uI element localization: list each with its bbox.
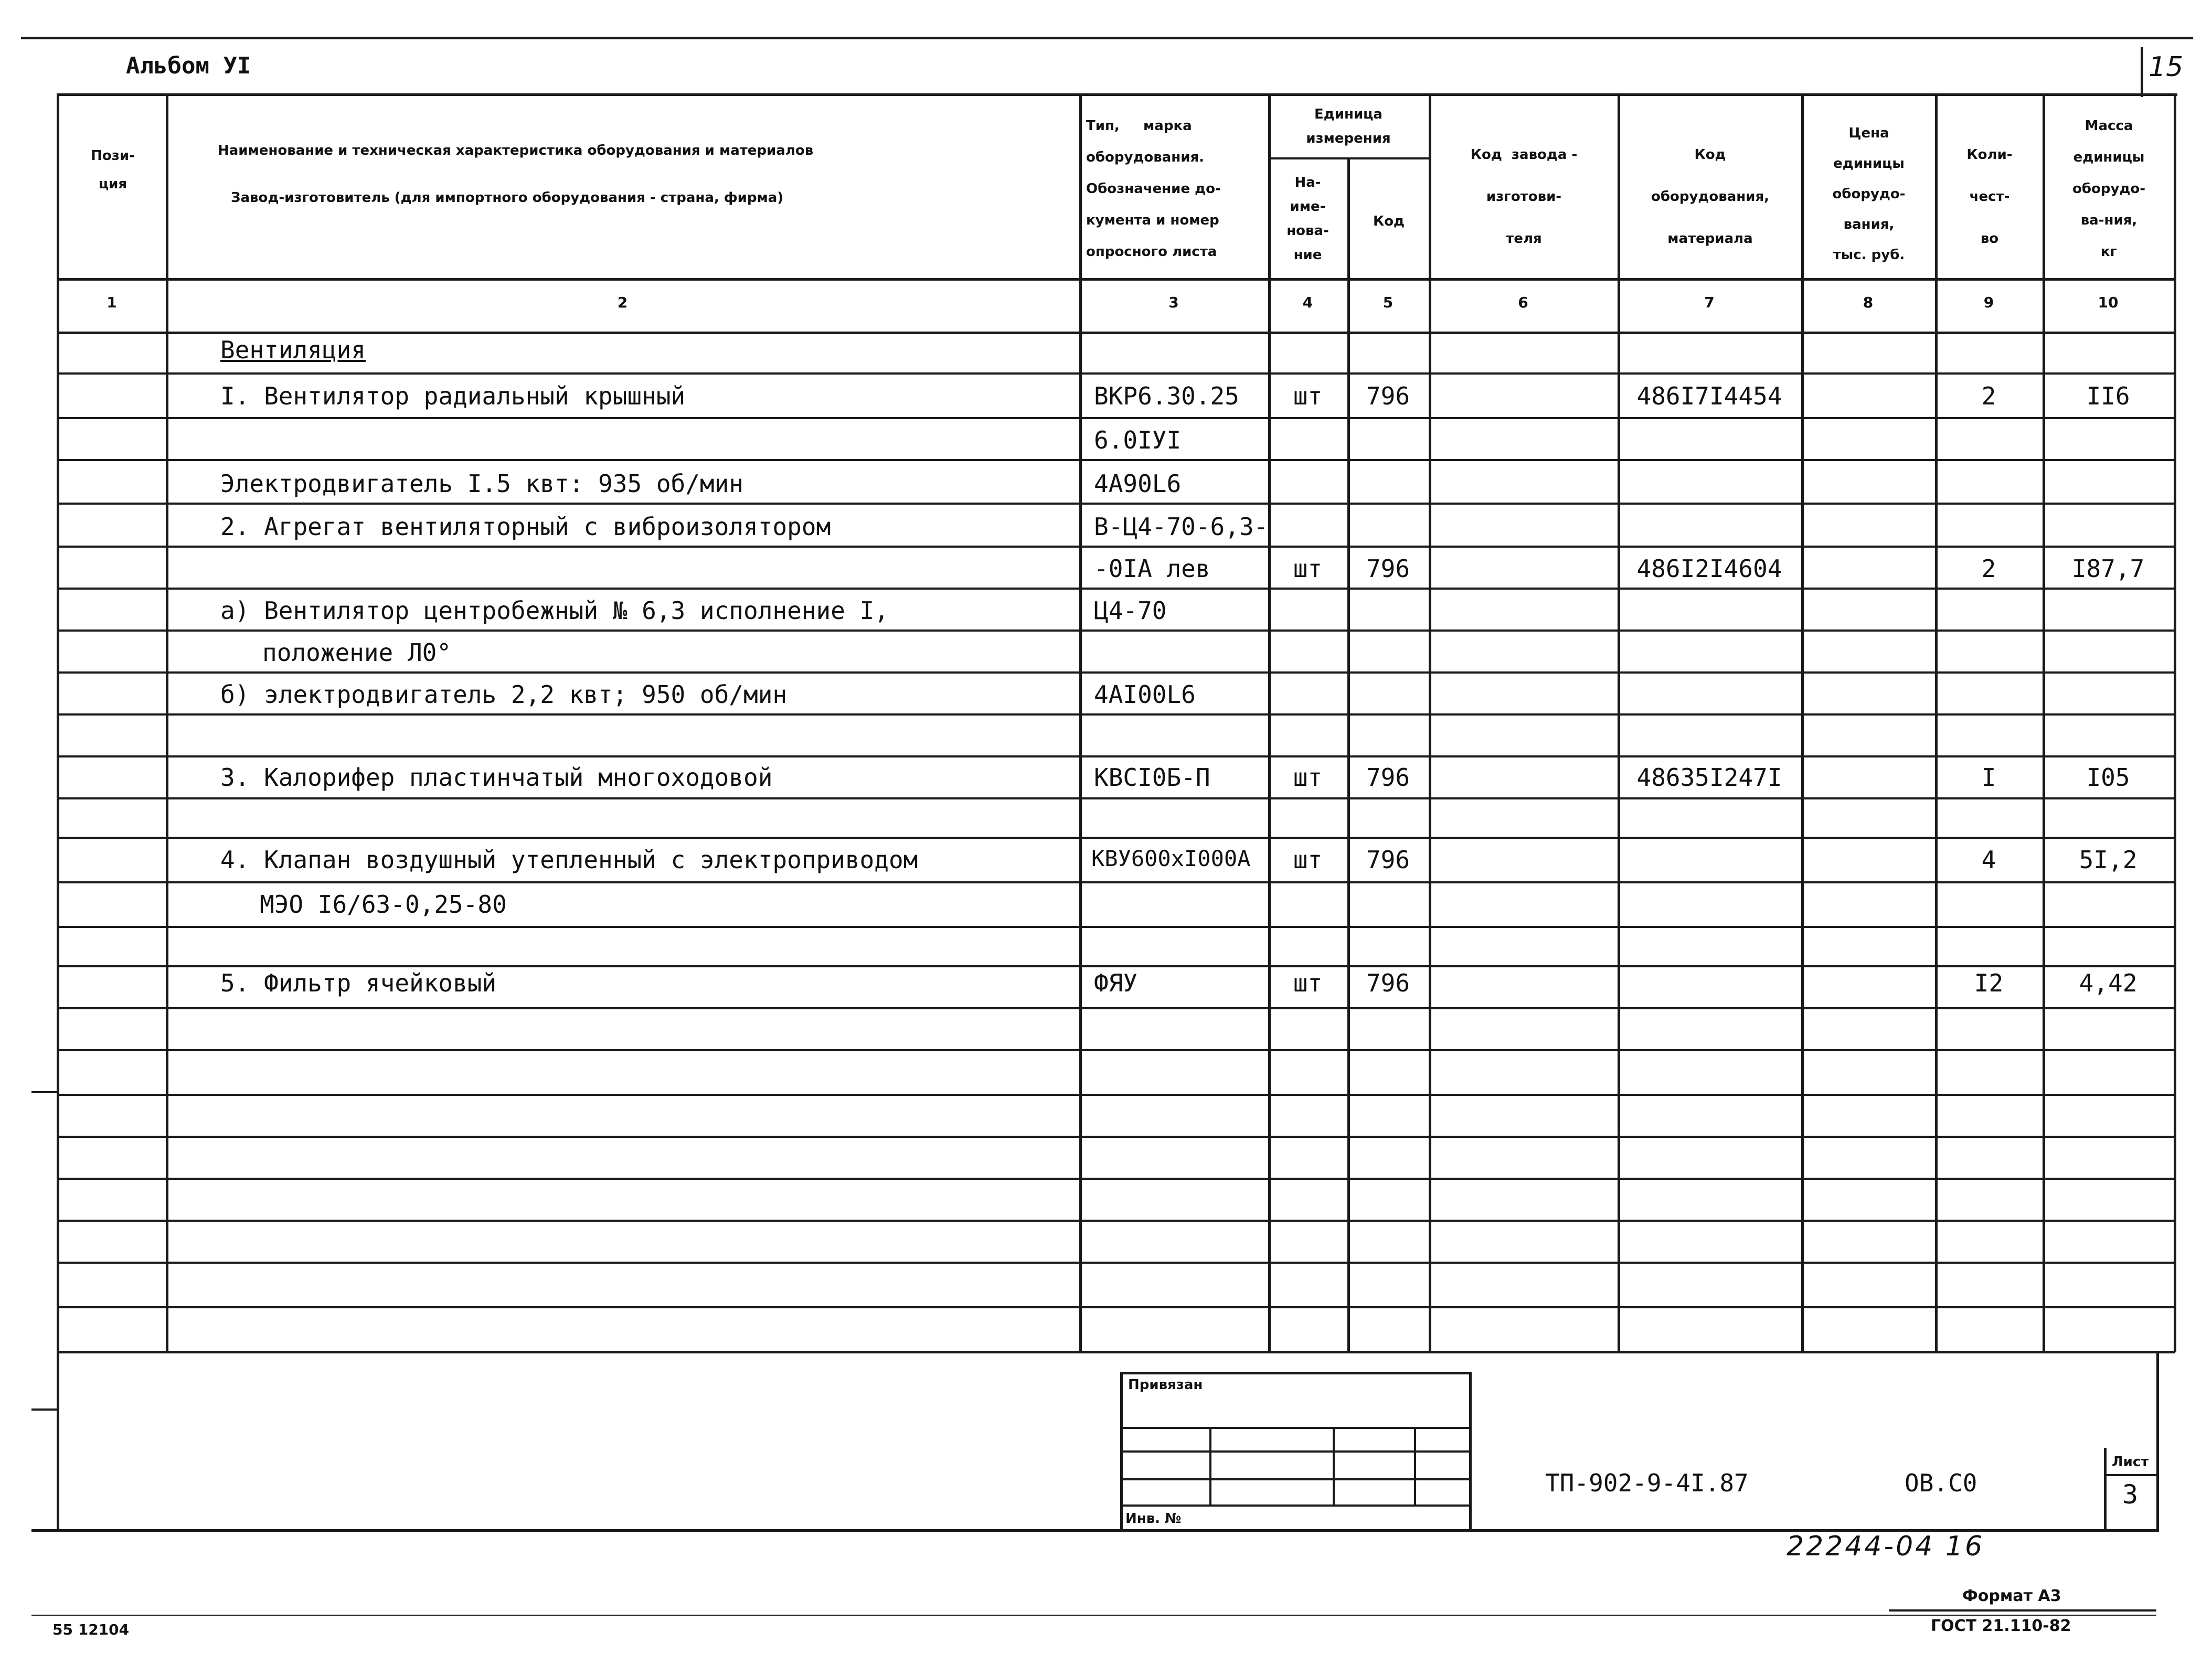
table-row-code: 796 — [1366, 969, 1410, 997]
table-row-unit: шт — [1293, 763, 1323, 792]
table-row-type: В-Ц4-70-6,3- — [1094, 513, 1269, 541]
column-number: 4 — [1302, 294, 1313, 311]
table-row-name: 4. Клапан воздушный утепленный с электроприводом — [220, 846, 918, 874]
table-row-type: КВУ600хI000А — [1091, 846, 1251, 871]
header-position: Пози- ция — [91, 148, 135, 192]
column-number: 6 — [1518, 294, 1528, 311]
album-label: Альбом УI — [126, 52, 251, 79]
header-manufacturer-code: Код завода - изготови- теля — [1470, 147, 1578, 247]
column-number: 5 — [1382, 294, 1394, 311]
table-row-name: положение Л0° — [262, 638, 452, 667]
column-number: 8 — [1863, 294, 1874, 311]
header-unit-name: На- име- нова- ние — [1286, 175, 1329, 263]
header-price: Цена единицы оборудо- вания, тыс. руб. — [1832, 125, 1906, 263]
table-row-name: 2. Агрегат вентиляторный с виброизолятором — [220, 513, 831, 541]
header-name-line2: Завод-изготовитель (для импортного оборудования - страна, фирма) — [231, 190, 784, 206]
handwritten-code: 22244-04 16 — [1786, 1531, 1985, 1562]
footer-left-code: 55 12104 — [52, 1621, 130, 1638]
table-row-type: 4АI00L6 — [1094, 680, 1196, 709]
sheet-number: 3 — [2122, 1479, 2139, 1510]
table-row-type: 6.0IУI — [1094, 426, 1182, 454]
table-row-code: 796 — [1366, 763, 1410, 792]
table-row-name: Электродвигатель I.5 квт: 935 об/мин — [220, 469, 743, 498]
table-row-mass: I87,7 — [2071, 554, 2145, 583]
table-row-unit: шт — [1293, 969, 1323, 997]
table-row-mass: 5I,2 — [2079, 846, 2137, 874]
sheet-label: Лист — [2112, 1454, 2149, 1470]
column-number: 10 — [2098, 294, 2119, 311]
header-equipment-code: Код оборудования, материала — [1651, 147, 1770, 247]
table-row-name: 5. Фильтр ячейковый — [220, 969, 497, 997]
table-row-qty: 4 — [1981, 846, 1996, 874]
section-code: ОВ.С0 — [1905, 1469, 1977, 1497]
header-mass: Масса единицы оборудо- ва-ния, кг — [2072, 118, 2146, 260]
header-type: Тип, марка оборудования. Обозначение до- кумента и номер опросного листа — [1086, 118, 1221, 260]
table-row-type: 4А90L6 — [1094, 469, 1182, 498]
footer-gost: ГОСТ 21.110-82 — [1931, 1617, 2071, 1635]
table-row-code: 796 — [1366, 382, 1410, 410]
table-row-code: 796 — [1366, 554, 1410, 583]
table-row-equip-code: 486I2I4604 — [1636, 554, 1782, 583]
header-unit-group: Единица измерения — [1306, 106, 1391, 146]
table-row-unit: шт — [1293, 554, 1323, 583]
footer-format: Формат А3 — [1962, 1587, 2061, 1605]
table-row-unit: шт — [1293, 382, 1323, 410]
table-row-type: ВКР6.30.25 — [1094, 382, 1239, 410]
table-row-type: Ц4-70 — [1094, 596, 1167, 625]
table-row-qty: 2 — [1981, 382, 1996, 410]
table-row-name: б) электродвигатель 2,2 квт; 950 об/мин — [220, 680, 788, 709]
header-name-line1: Наименование и техническая характеристика оборудования и материалов — [218, 143, 814, 158]
table-row-mass: 4,42 — [2079, 969, 2137, 997]
table-row-qty: I — [1981, 763, 1996, 792]
page-number-handwritten: 15 — [2149, 51, 2184, 83]
table-row-type: -0IА лев — [1094, 554, 1210, 583]
table-row-name: 3. Калорифер пластинчатый многоходовой — [220, 763, 773, 792]
table-row-type: ФЯУ — [1094, 969, 1138, 997]
column-number: 1 — [107, 294, 117, 311]
inventory-number-label: Инв. № — [1125, 1511, 1182, 1527]
table-row-type: КВСI0Б-П — [1094, 763, 1210, 792]
table-row-name: МЭО I6/63-0,25-80 — [260, 890, 507, 919]
top-border — [21, 37, 2193, 39]
table-row-code: 796 — [1366, 846, 1410, 874]
table-row-equip-code: 48635I247I — [1636, 763, 1782, 792]
table-row-name: I. Вентилятор радиальный крышный — [220, 382, 686, 410]
table-row-mass: I05 — [2086, 763, 2130, 792]
table-row-unit: шт — [1293, 846, 1323, 874]
header-unit-code: Код — [1373, 214, 1405, 229]
table-row-qty: I2 — [1974, 969, 2004, 997]
table-row-equip-code: 486I7I4454 — [1636, 382, 1782, 410]
table-row-name: Вентиляция — [220, 336, 366, 364]
privyazan-label: Привязан — [1128, 1377, 1203, 1393]
table-row-name: а) Вентилятор центробежный № 6,3 исполнение I, — [220, 596, 889, 625]
column-number: 3 — [1168, 294, 1179, 311]
page-number-divider — [2141, 47, 2143, 97]
document-code: ТП-902-9-4I.87 — [1545, 1469, 1749, 1497]
header-quantity: Коли- чест- во — [1966, 147, 2013, 247]
table-row-mass: II6 — [2086, 382, 2130, 410]
column-number: 2 — [617, 294, 628, 311]
table-row-qty: 2 — [1981, 554, 1996, 583]
column-number: 9 — [1983, 294, 1994, 311]
column-number: 7 — [1704, 294, 1715, 311]
